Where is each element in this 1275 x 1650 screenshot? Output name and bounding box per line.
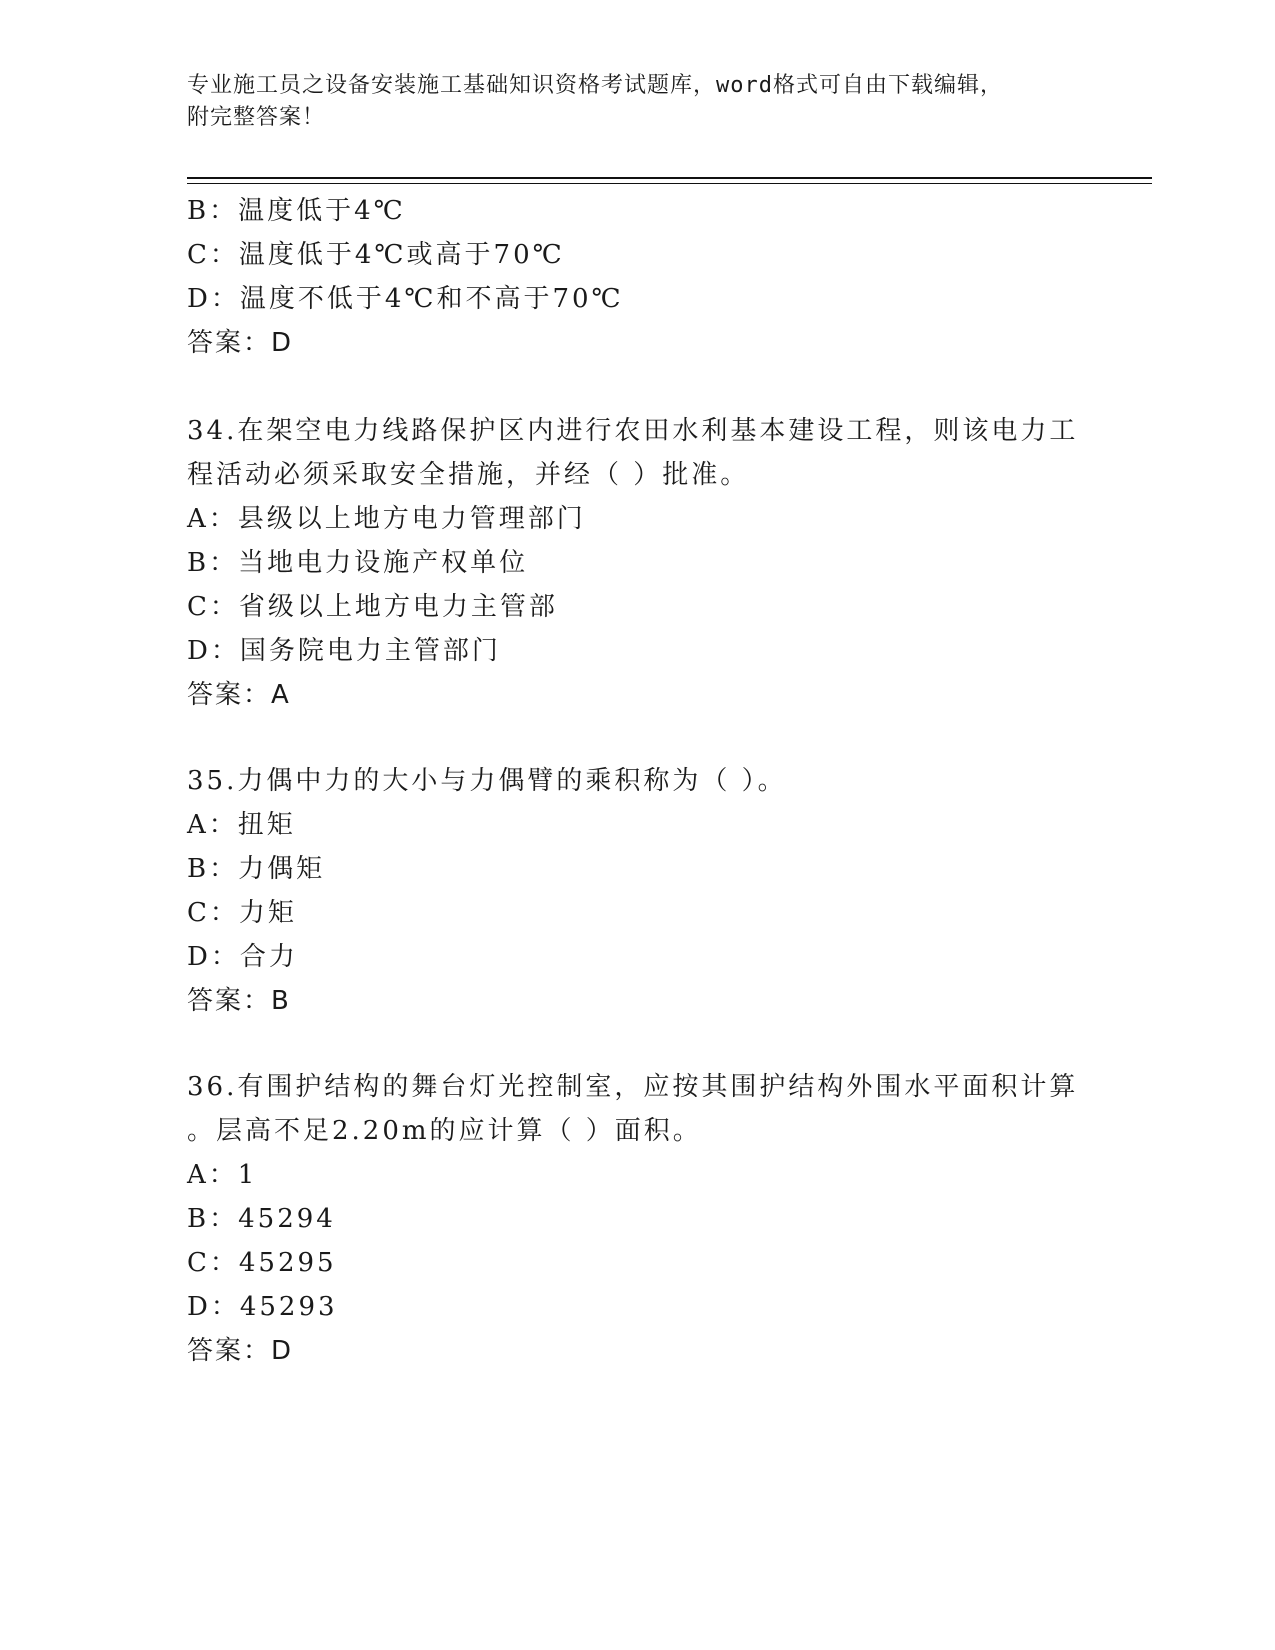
q35-question-line-1: 35.力偶中力的大小与力偶臂的乘积称为（ ）。 (187, 766, 787, 796)
q36-answer: 答案：D (187, 1336, 294, 1366)
q33-option-d: D：温度不低于4℃和不高于70℃ (187, 284, 624, 314)
q34-question-line-2: 程活动必须采取安全措施，并经（ ）批准。 (187, 460, 750, 490)
document-header (187, 70, 1087, 134)
header-divider-thick (187, 177, 1152, 179)
q36-option-a: A：1 (187, 1160, 258, 1190)
q33-answer: 答案：D (187, 328, 294, 358)
q34-option-a: A：县级以上地方电力管理部门 (187, 504, 586, 534)
q36-option-c: C：45295 (187, 1248, 337, 1278)
q36-question-line-1: 36.有围护结构的舞台灯光控制室，应按其围护结构外围水平面积计算 (187, 1072, 1079, 1102)
header-divider-thin (187, 183, 1152, 184)
q34-option-b: B：当地电力设施产权单位 (187, 548, 529, 578)
header-line-1: 专业施工员之设备安装施工基础知识资格考试题库，word格式可自由下载编辑， (187, 73, 1003, 98)
q34-option-c: C：省级以上地方电力主管部 (187, 592, 558, 622)
q35-answer: 答案：B (187, 986, 291, 1016)
q34-answer: 答案：A (187, 680, 291, 710)
q34-option-d: D：国务院电力主管部门 (187, 636, 501, 666)
q35-option-d: D：合力 (187, 942, 298, 972)
q36-option-d: D：45293 (187, 1292, 338, 1322)
q35-option-c: C：力矩 (187, 898, 297, 928)
q33-option-c: C：温度低于4℃或高于70℃ (187, 240, 565, 270)
header-line-2: 附完整答案！ (187, 105, 326, 130)
q36-option-b: B：45294 (187, 1204, 336, 1234)
q35-option-b: B：力偶矩 (187, 854, 326, 884)
q36-question-line-2: 。层高不足2.20m的应计算（ ）面积。 (187, 1116, 702, 1146)
q33-option-b: B：温度低于4℃ (187, 196, 406, 226)
q35-option-a: A：扭矩 (187, 810, 296, 840)
q34-question-line-1: 34.在架空电力线路保护区内进行农田水利基本建设工程，则该电力工 (187, 416, 1079, 446)
